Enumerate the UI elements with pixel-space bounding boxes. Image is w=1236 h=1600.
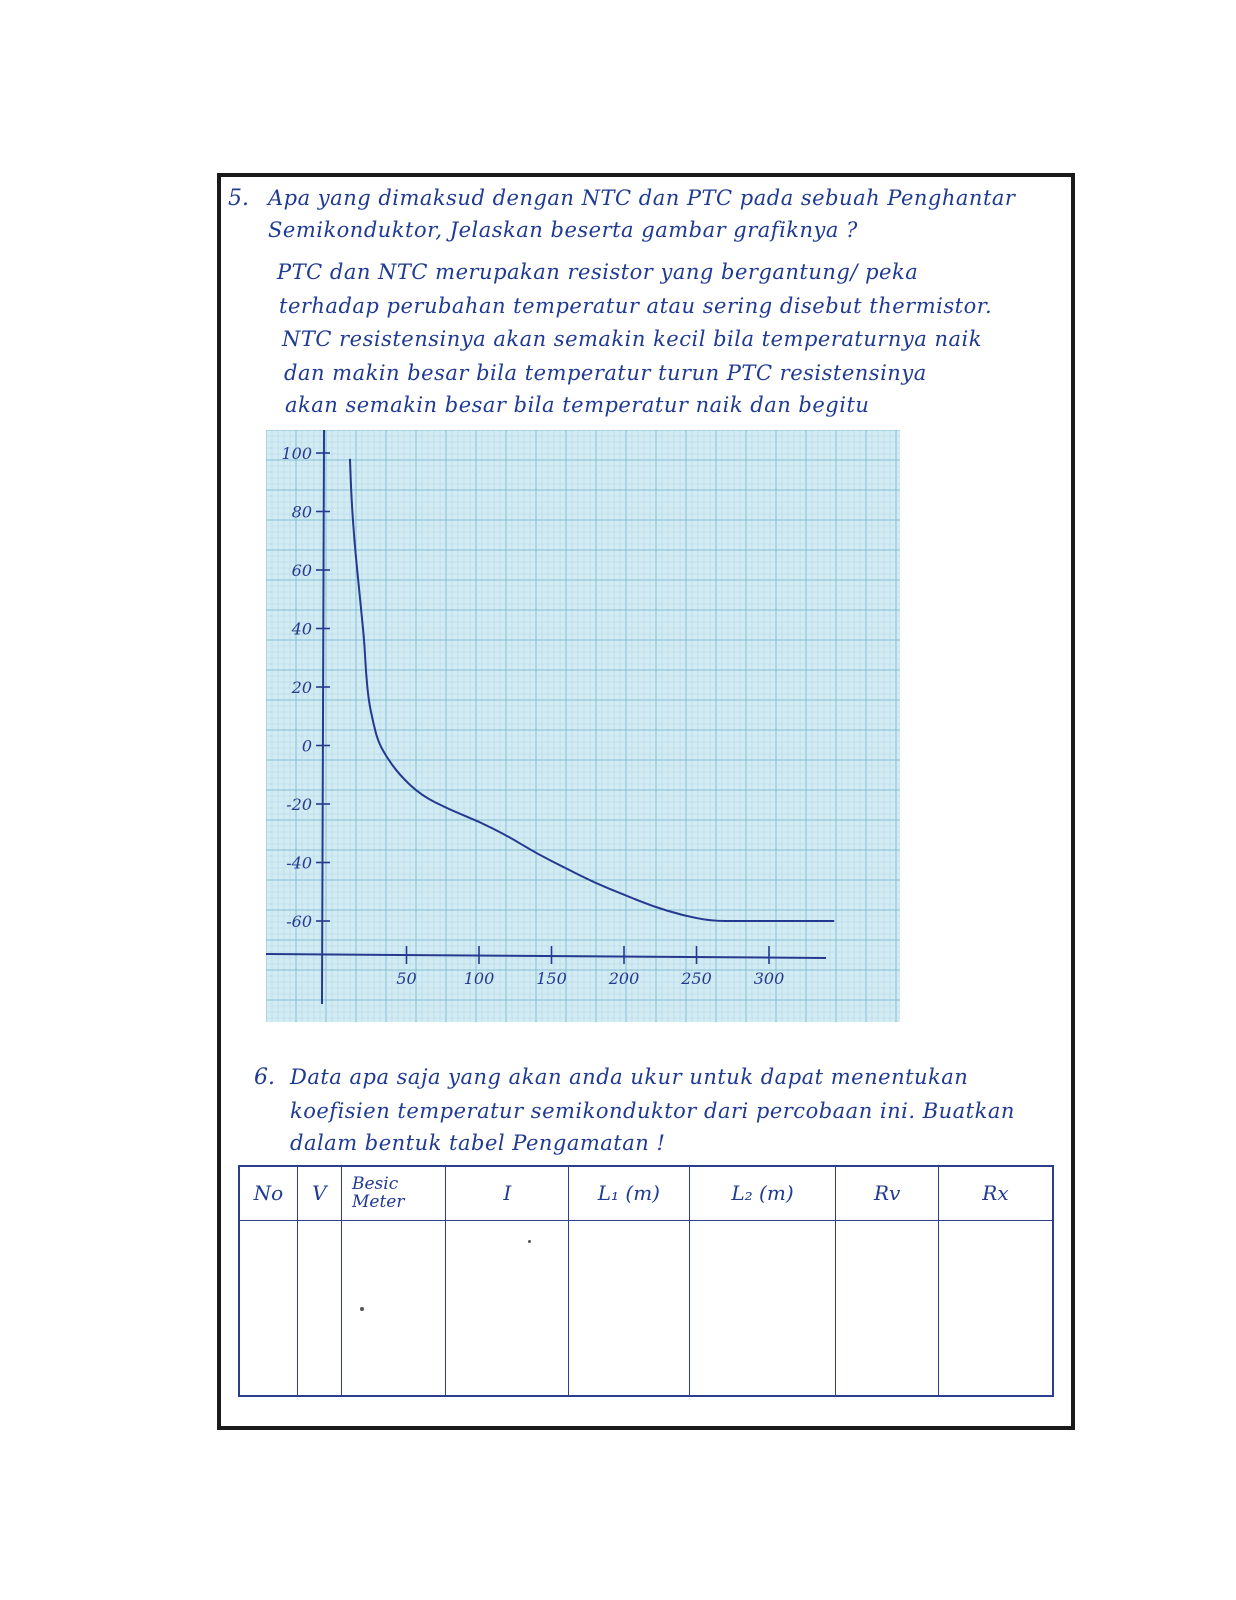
y-tick-label: 40: [291, 619, 312, 639]
question-6-prompt-line-2: koefisien temperatur semikonduktor dari percobaan ini. Buatkan: [290, 1099, 1015, 1123]
header-no: No: [239, 1166, 297, 1220]
header-rv: Rv: [836, 1166, 939, 1220]
header-i: I: [446, 1166, 569, 1220]
x-tick-label: 150: [536, 969, 567, 988]
answer-line-4: dan makin besar bila temperatur turun PTC resistensinya: [284, 361, 927, 385]
y-tick-label: 60: [291, 561, 312, 580]
scan-speck: [528, 1240, 531, 1243]
x-tick-label: 200: [608, 969, 640, 988]
header-rx: Rx: [938, 1166, 1053, 1220]
header-v: V: [297, 1166, 341, 1220]
table-cell: [689, 1220, 836, 1396]
y-tick-label: 0: [301, 736, 312, 756]
question-6-prompt-line-3: dalam bentuk tabel Pengamatan !: [290, 1131, 666, 1155]
x-tick-label: 50: [396, 969, 417, 988]
header-l1: L₁ (m): [569, 1166, 690, 1220]
question-5-prompt-line-2: Semikonduktor, Jelaskan beserta gambar grafiknya ?: [268, 218, 858, 242]
table-cell: [446, 1220, 569, 1396]
y-tick-label: -60: [286, 912, 312, 931]
y-tick-label: -40: [286, 853, 312, 873]
question-6-number: 6.: [254, 1065, 275, 1090]
question-5-prompt-line-1: Apa yang dimaksud dengan NTC dan PTC pada sebuah Penghantar: [268, 186, 1016, 210]
table-cell: [836, 1220, 939, 1396]
y-tick-label: -20: [286, 795, 312, 814]
table-cell: [938, 1220, 1053, 1396]
y-tick-label: 20: [291, 678, 312, 697]
x-tick-label: 250: [681, 969, 712, 988]
answer-line-5: akan semakin besar bila temperatur naik dan begitu: [285, 393, 870, 417]
y-tick-label: 80: [291, 502, 312, 522]
answer-line-3: NTC resistensinya akan semakin kecil bila temperaturnya naik: [282, 327, 982, 351]
observation-table-wrap: [238, 1165, 1054, 1397]
question-5-number: 5.: [228, 186, 249, 211]
header-l2: L₂ (m): [689, 1166, 836, 1220]
x-tick-label: 100: [463, 969, 495, 988]
table-cell: [569, 1220, 690, 1396]
table-cell: [297, 1220, 341, 1396]
table-cell: [239, 1220, 297, 1396]
question-6-prompt-line-1: Data apa saja yang akan anda ukur untuk dapat menentukan: [290, 1065, 969, 1089]
header-besic-meter: Besic Meter: [341, 1166, 446, 1220]
table-header-row: [239, 1166, 1053, 1220]
ntc-graph: [266, 430, 900, 1022]
ntc-graph-svg: [266, 430, 900, 1022]
answer-line-1: PTC dan NTC merupakan resistor yang bergantung/ peka: [277, 260, 919, 284]
scan-speck: [360, 1307, 364, 1311]
y-tick-label: 100: [281, 444, 312, 463]
x-tick-label: 300: [753, 969, 785, 988]
observation-table: [238, 1165, 1054, 1397]
graph-paper-background: [266, 430, 900, 1022]
table-cell: [341, 1220, 446, 1396]
answer-line-2: terhadap perubahan temperatur atau sering disebut thermistor.: [279, 294, 993, 318]
